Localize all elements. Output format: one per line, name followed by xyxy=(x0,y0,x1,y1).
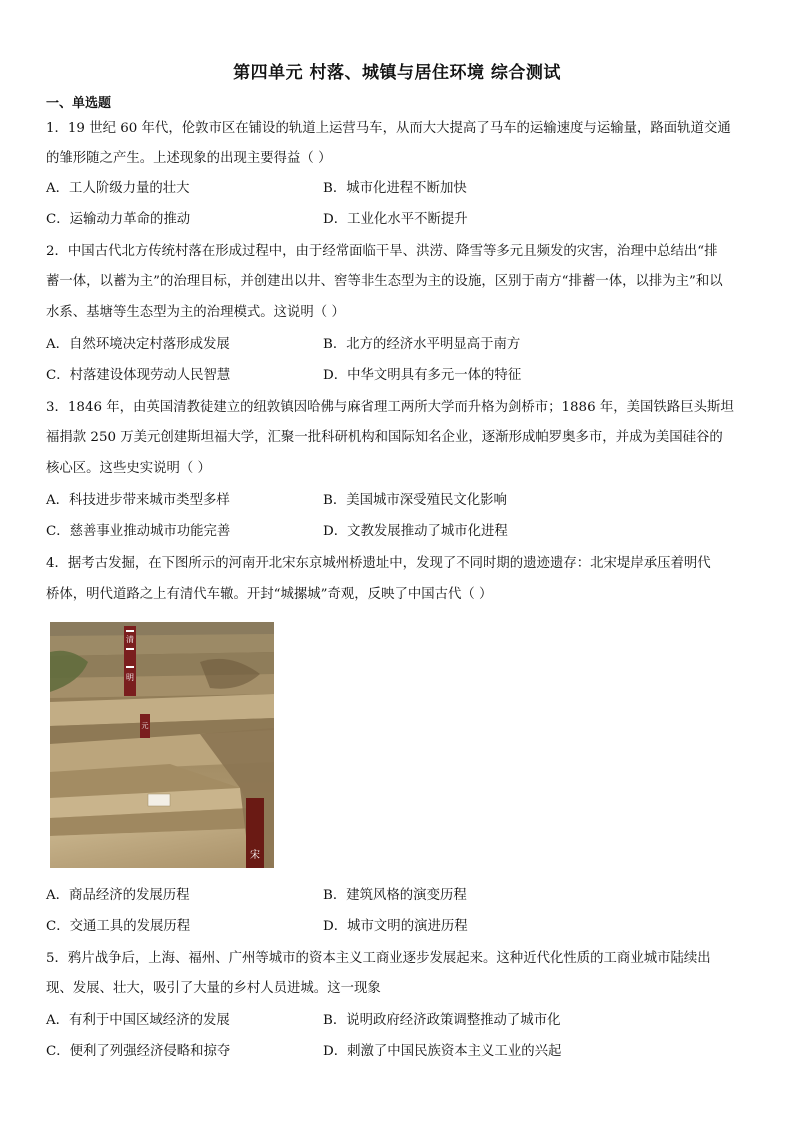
q2-option-b: B．北方的经济水平明显高于南方 xyxy=(323,337,521,352)
q1-option-d: D．工业化水平不断提升 xyxy=(323,212,468,227)
q3-line-3: 核心区。这些史实说明（ ） xyxy=(46,461,211,476)
photo-label-yuan: 元 xyxy=(141,722,149,730)
q5-option-a: A．有利于中国区域经济的发展 xyxy=(46,1013,230,1028)
q1-option-b: B．城市化进程不断加快 xyxy=(323,181,467,196)
q4-option-d: D．城市文明的演进历程 xyxy=(323,919,468,934)
q3-option-a: A．科技进步带来城市类型多样 xyxy=(46,493,230,508)
q4-line-1: 4．据考古发掘，在下图所示的河南开北宋东京城州桥遗址中，发现了不同时期的遗迹遗存：北宋堤岸承压着明代 xyxy=(46,556,711,571)
q2-line-2: 蓄一体，以蓄为主”的治理目标，并创建出以井、窖等非生态型为主的设施，区别于南方“排蓄一体，以排为主”和以 xyxy=(46,274,723,289)
q3-option-b: B．美国城市深受殖民文化影响 xyxy=(323,493,507,508)
photo-label-ming: 明 xyxy=(126,673,134,682)
q4-option-c: C．交通工具的发展历程 xyxy=(46,919,191,934)
q2-option-a: A．自然环境决定村落形成发展 xyxy=(46,337,230,352)
q2-line-1: 2．中国古代北方传统村落在形成过程中，由于经常面临干旱、洪涝、降雪等多元且频发的灾害，治理中总结出“排 xyxy=(46,244,718,259)
q4-option-a: A．商品经济的发展历程 xyxy=(46,888,190,903)
q4-option-b: B．建筑风格的演变历程 xyxy=(323,888,467,903)
q1-option-c: C．运输动力革命的推动 xyxy=(46,212,191,227)
q3-line-1: 3．1846 年，由英国清教徒建立的纽敦镇因哈佛与麻省理工两所大学而升格为剑桥市；1886 年，美国铁路巨头斯坦 xyxy=(46,400,734,415)
q2-option-d: D．中华文明具有多元一体的特征 xyxy=(323,368,522,383)
q1-line-2: 的雏形随之产生。上述现象的出现主要得益（ ） xyxy=(46,151,332,166)
page-title: 第四单元 村落、城镇与居住环境 综合测试 xyxy=(233,63,561,83)
q5-option-c: C．便利了列强经济侵略和掠夺 xyxy=(46,1044,231,1059)
q1-option-a: A．工人阶级力量的壮大 xyxy=(46,181,190,196)
q3-line-2: 福捐款 250 万美元创建斯坦福大学，汇聚一批科研机构和国际知名企业，逐渐形成帕罗奥多市，并成为美国硅谷的 xyxy=(46,430,723,445)
photo-label-qing: 清 xyxy=(126,635,134,644)
q1-line-1: 1．19 世纪 60 年代，伦敦市区在铺设的轨道上运营马车，从而大大提高了马车的运输速度与运输量，路面轨道交通 xyxy=(46,121,731,136)
photo-label-song: 宋 xyxy=(250,850,260,861)
q4-line-2: 桥体，明代道路之上有清代车辙。开封“城摞城”奇观，反映了中国古代（ ） xyxy=(46,587,493,602)
q5-option-b: B．说明政府经济政策调整推动了城市化 xyxy=(323,1013,561,1028)
q5-line-1: 5．鸦片战争后，上海、福州、广州等城市的资本主义工商业逐步发展起来。这种近代化性质的工商业城市陆续出 xyxy=(46,951,711,966)
q5-line-2: 现、发展、壮大，吸引了大量的乡村人员进城。这一现象 xyxy=(46,981,381,996)
section-heading: 一、单选题 xyxy=(46,96,112,111)
q2-option-c: C．村落建设体现劳动人民智慧 xyxy=(46,368,231,383)
q3-option-c: C．慈善事业推动城市功能完善 xyxy=(46,524,231,539)
q3-option-d: D．文教发展推动了城市化进程 xyxy=(323,524,508,539)
q2-line-3: 水系、基塘等生态型为主的治理模式。这说明（ ） xyxy=(46,305,345,320)
q5-option-d: D．刺激了中国民族资本主义工业的兴起 xyxy=(323,1044,562,1059)
excavation-photo xyxy=(50,622,274,868)
